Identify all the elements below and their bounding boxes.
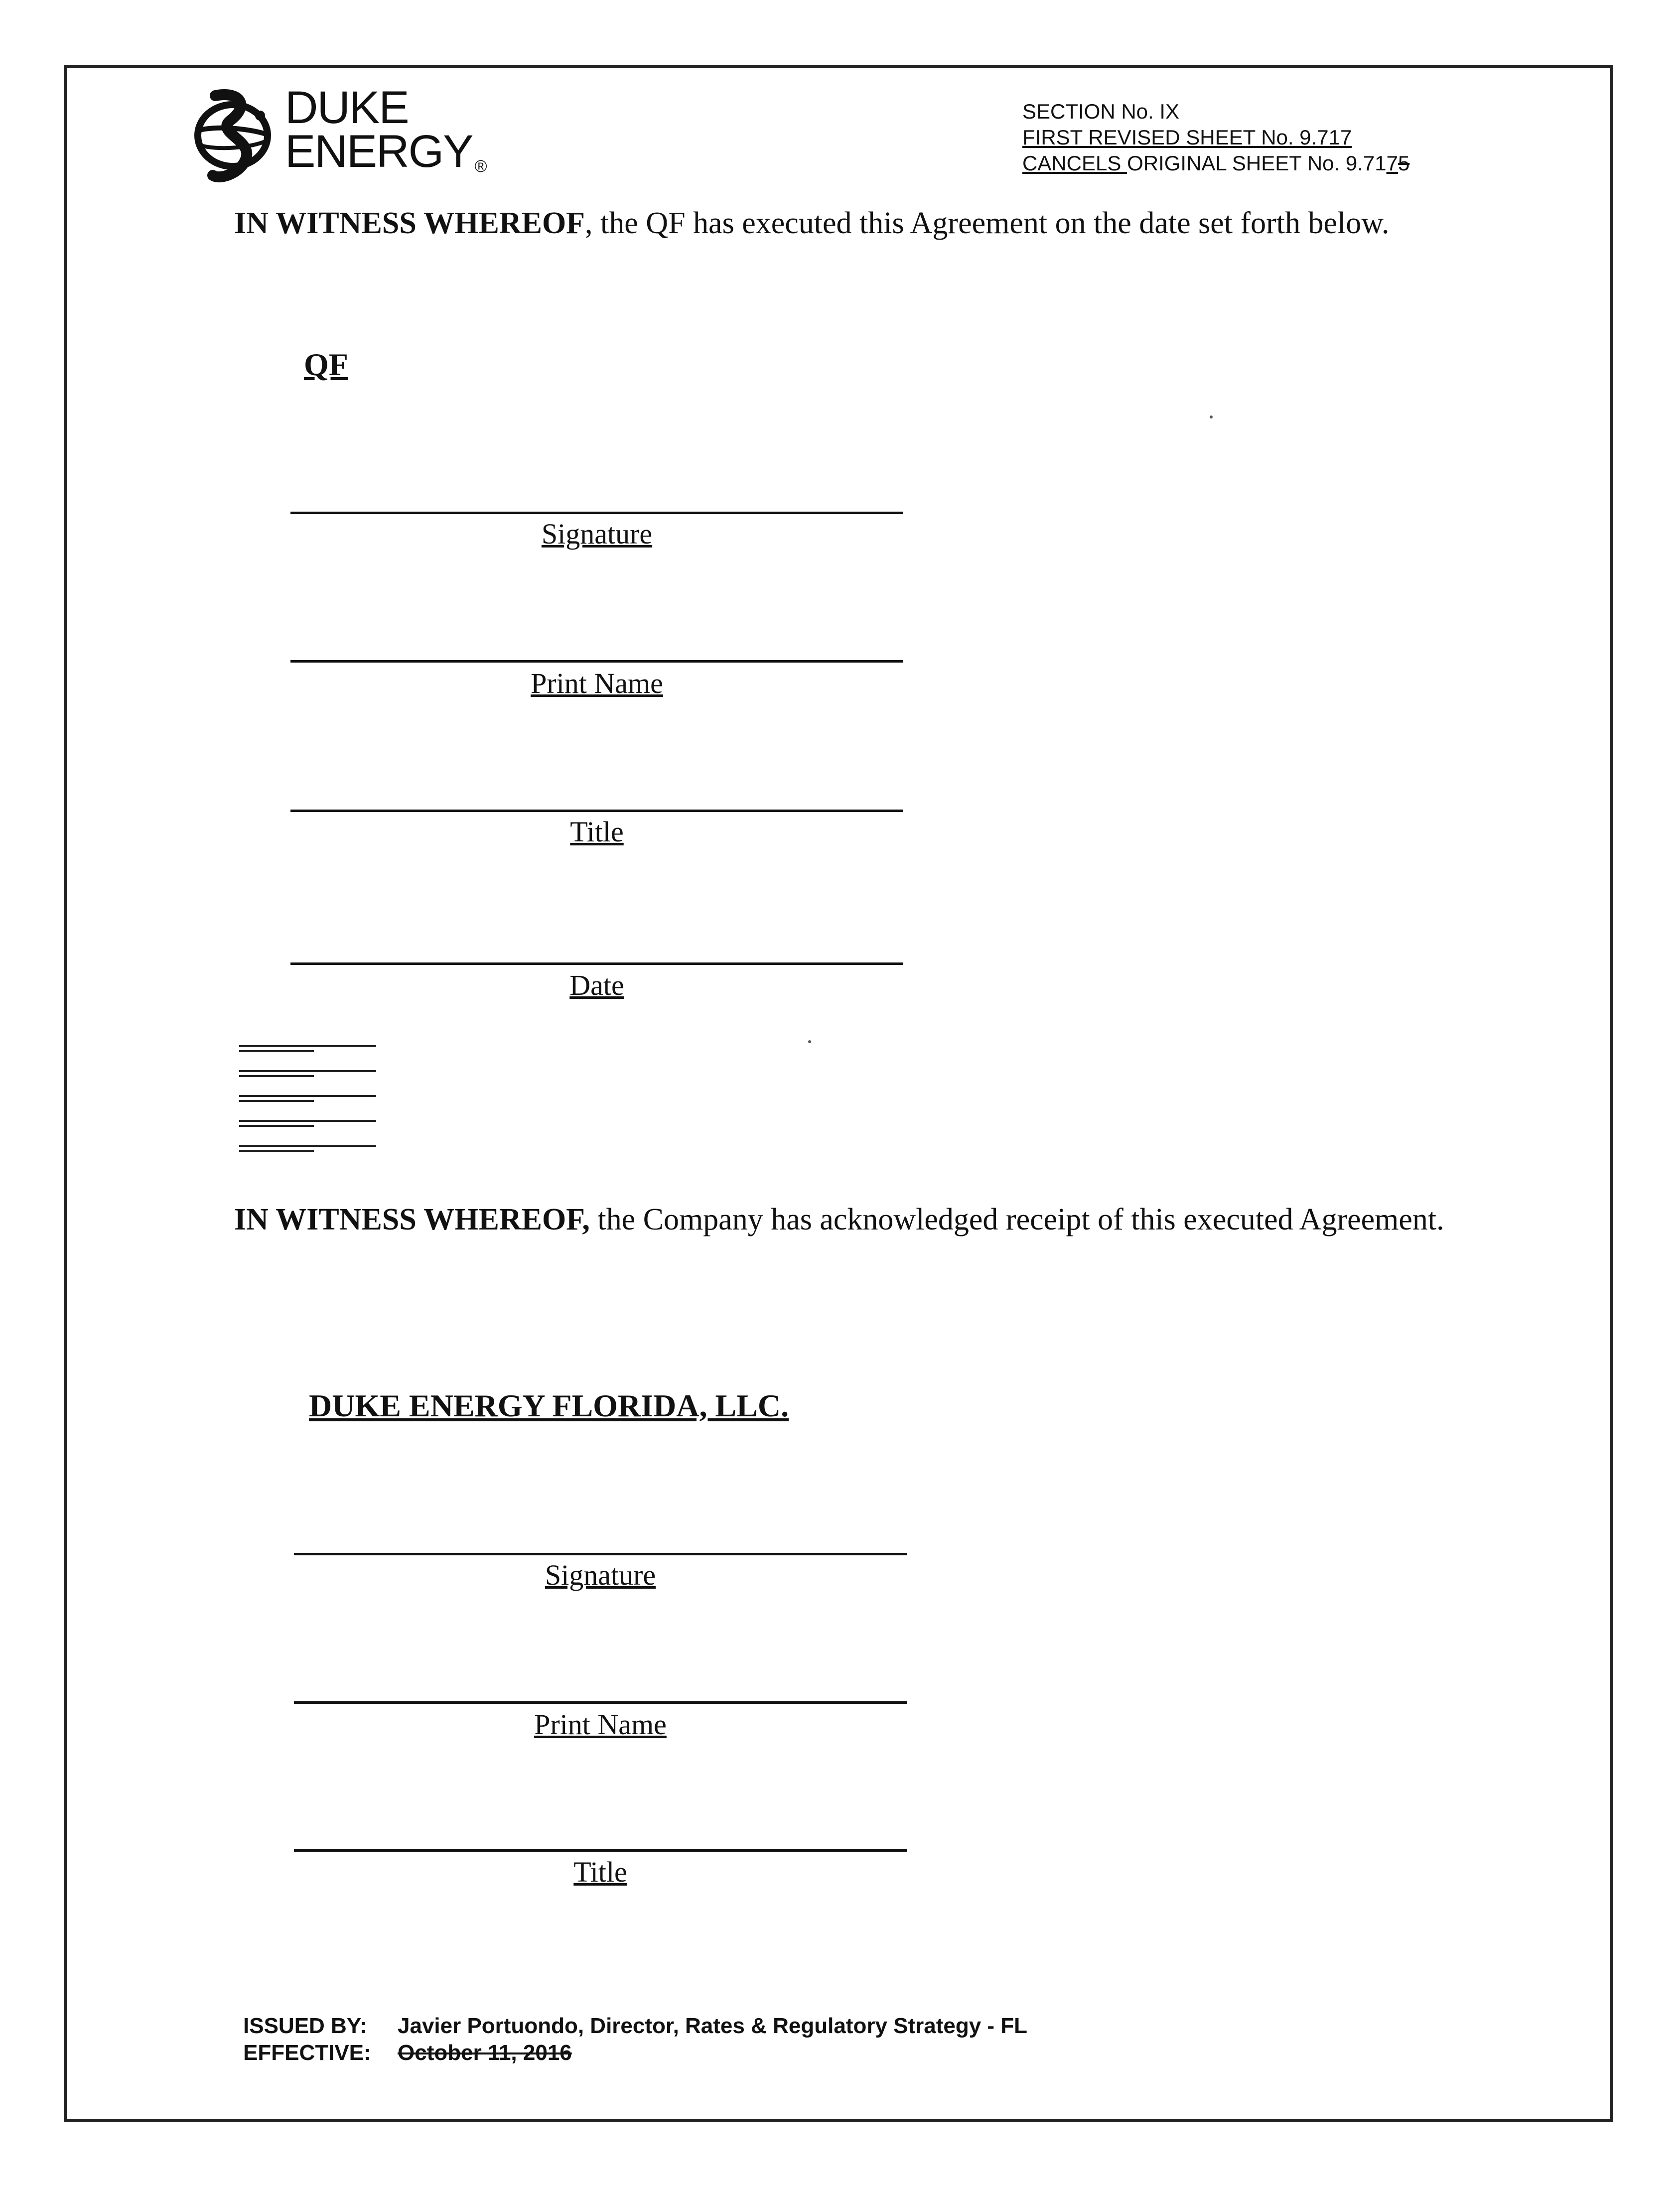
cancels-sheet: [1022, 150, 1409, 176]
duke-energy-logo: [185, 82, 486, 185]
qf-signature-line[interactable]: [290, 512, 903, 514]
issued-by-label: ISSUED BY:: [243, 2014, 367, 2038]
company-print-name-line[interactable]: [294, 1701, 907, 1704]
sheet-info: [1022, 99, 1409, 176]
cancels-prefix: CANCELS: [1022, 151, 1127, 175]
qf-date-label: Date: [569, 969, 624, 1001]
company-title-label: Title: [573, 1856, 627, 1888]
registered-mark: ®: [474, 157, 486, 176]
issued-by-row: [243, 2013, 1027, 2040]
logo-line-1: DUKE: [285, 82, 409, 133]
logo-wordmark: [285, 82, 486, 183]
qf-title-line[interactable]: [290, 810, 903, 812]
qf-print-name-line[interactable]: [290, 660, 903, 663]
effective-row: [243, 2040, 1027, 2066]
witness-heading: IN WITNESS WHEREOF: [234, 206, 585, 240]
witness-body: the Company has acknowledged receipt of this executed Agreement.: [589, 1203, 1444, 1236]
witness-heading: IN WITNESS WHEREOF,: [234, 1203, 590, 1236]
duke-energy-globe-icon: [185, 86, 280, 185]
section-number: SECTION No. IX: [1022, 100, 1180, 123]
cancels-new-digit: 7: [1386, 151, 1398, 175]
company-print-name-label: Print Name: [534, 1708, 667, 1741]
qf-title-label: Title: [570, 816, 624, 848]
qf-signature-label: Signature: [541, 518, 653, 550]
company-party-label: DUKE ENERGY FLORIDA, LLC.: [309, 1388, 789, 1423]
qf-print-name-label: Print Name: [531, 667, 663, 699]
revision-mark: [239, 1091, 379, 1116]
qf-party-label: QF: [304, 347, 348, 382]
revision-marks: [239, 1041, 379, 1166]
revision-mark: [239, 1041, 379, 1066]
revision-mark: [239, 1141, 379, 1166]
scan-speck: [808, 1040, 811, 1043]
cancels-old-digit: 5: [1398, 151, 1410, 175]
footer: [243, 2013, 1027, 2066]
qf-date-line[interactable]: [290, 962, 903, 965]
company-witness-statement: [234, 1201, 1485, 1238]
revised-sheet: FIRST REVISED SHEET No. 9.717: [1022, 126, 1352, 149]
logo-line-2: ENERGY: [285, 126, 473, 177]
effective-value: October 11, 2016: [398, 2041, 572, 2065]
revision-mark: [239, 1116, 379, 1141]
company-signature-label: Signature: [545, 1559, 656, 1591]
witness-body: , the QF has executed this Agreement on the date set forth below.: [585, 206, 1390, 240]
company-signature-line[interactable]: [294, 1553, 907, 1555]
effective-label: EFFECTIVE:: [243, 2041, 371, 2065]
qf-witness-statement: [234, 204, 1530, 242]
scan-speck: [1210, 415, 1213, 418]
issued-by-value: Javier Portuondo, Director, Rates & Regulatory Strategy - FL: [398, 2014, 1028, 2038]
revision-mark: [239, 1066, 379, 1091]
company-title-line[interactable]: [294, 1849, 907, 1852]
cancels-sheet-number: ORIGINAL SHEET No. 9.71: [1127, 151, 1387, 175]
